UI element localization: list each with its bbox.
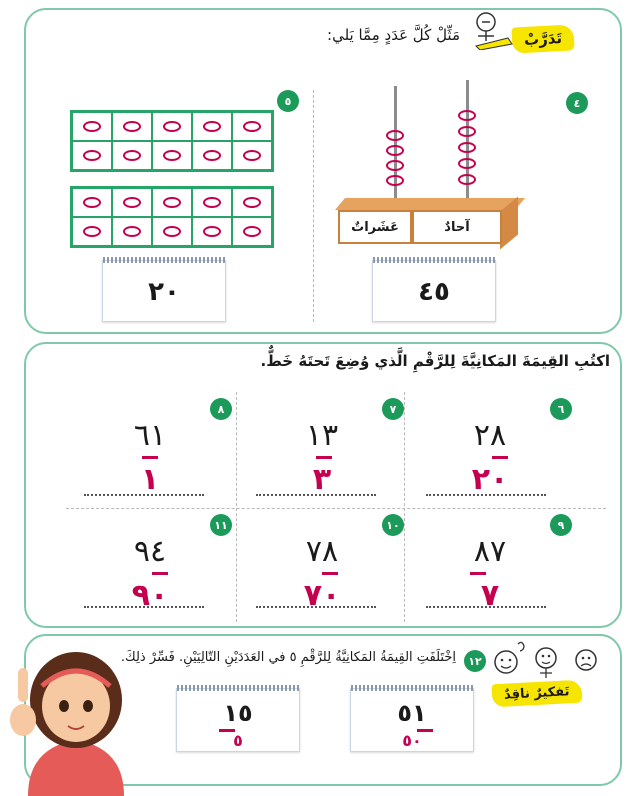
answer-ex5: ٢٠ — [148, 277, 180, 307]
item-answer[interactable]: ٣ — [312, 462, 332, 497]
item-number: ٩ — [550, 514, 572, 536]
divider — [404, 392, 405, 622]
answer-ex4: ٤٥ — [418, 277, 450, 307]
answer-card-ex5[interactable] — [102, 260, 226, 322]
ones-bead — [458, 142, 476, 153]
ten-frame-bottom — [70, 186, 274, 248]
answer-line — [426, 494, 546, 496]
item-number-value: ١٣ — [305, 418, 339, 453]
place-value-instruction: اكتُبِ القِيمَةَ المَكانِيَّةَ لِلرَّقْمِ الَّذي وُضِعَ تَحتَهُ خَطٌّ. — [260, 352, 610, 370]
card-left-number: ١٥ — [223, 699, 253, 727]
item-number: ٨ — [210, 398, 232, 420]
tens-bead — [386, 175, 404, 186]
item-answer[interactable]: ٩٠ — [131, 578, 169, 613]
digit-underline — [322, 572, 338, 575]
exercise-12-number: ١٢ — [464, 650, 486, 672]
ones-bead — [458, 126, 476, 137]
item-number-value: ٨٧ — [473, 534, 507, 569]
abacus-box-top — [335, 198, 525, 210]
item-number-value: ٧٨ — [305, 534, 339, 569]
ones-bead — [458, 158, 476, 169]
item-answer[interactable]: ٧ — [480, 578, 500, 613]
tens-bead — [386, 160, 404, 171]
practice-banner: تَدَرَّبْ — [511, 24, 574, 53]
item-number: ٧ — [382, 398, 404, 420]
item-answer[interactable]: ١ — [140, 462, 160, 497]
ones-label: آحادٌ — [412, 210, 502, 244]
ones-bead — [458, 174, 476, 185]
digit-underline — [152, 572, 168, 575]
divider — [66, 508, 606, 509]
girl-illustration — [6, 640, 146, 796]
student-writing-icon — [468, 10, 514, 50]
tens-label: عَشَراتٌ — [338, 210, 412, 244]
card-left-answer: ٥ — [233, 731, 243, 750]
item-number-value: ٩٤ — [133, 534, 167, 569]
card-right-answer: ٥٠ — [402, 731, 422, 750]
item-number-value: ٢٨ — [473, 418, 507, 453]
item-number: ١١ — [210, 514, 232, 536]
divider — [313, 90, 314, 322]
answer-line — [256, 606, 376, 608]
item-answer[interactable]: ٧٠ — [303, 578, 341, 613]
critical-thinking-banner: تَفكيرٌ ناقِدٌ — [491, 680, 582, 708]
digit-underline — [492, 456, 508, 459]
practice-instruction: مَثِّلْ كُلَّ عَدَدٍ مِمَّا يَلي: — [327, 26, 460, 44]
answer-line — [84, 494, 204, 496]
answer-line — [256, 494, 376, 496]
card-right-number: ٥١ — [397, 699, 427, 727]
digit-underline — [470, 572, 486, 575]
item-number: ١٠ — [382, 514, 404, 536]
digit-underline — [142, 456, 158, 459]
divider — [236, 392, 237, 622]
tens-bead — [386, 145, 404, 156]
ten-frame-top — [70, 110, 274, 172]
item-number-value: ٦١ — [133, 418, 167, 453]
answer-line — [84, 606, 204, 608]
item-answer[interactable]: ٢٠ — [471, 462, 509, 497]
thinking-faces-icon — [488, 640, 608, 682]
answer-card-ex4[interactable] — [372, 260, 496, 322]
exercise-4-number: ٤ — [566, 92, 588, 114]
card-right[interactable] — [350, 688, 474, 752]
card-left[interactable] — [176, 688, 300, 752]
digit-underline — [316, 456, 332, 459]
answer-line — [426, 606, 546, 608]
ones-bead — [458, 110, 476, 121]
exercise-5-number: ٥ — [277, 90, 299, 112]
item-number: ٦ — [550, 398, 572, 420]
critical-thinking-instruction: اِخْتَلَفَتِ القِيمَةُ المَكانِيَّةُ لِلرَّقْمِ ٥ في العَدَدَيْنِ التّالِيَيْنِ. فَسِّرْ ذلِكَ. — [120, 650, 456, 665]
tens-bead — [386, 130, 404, 141]
